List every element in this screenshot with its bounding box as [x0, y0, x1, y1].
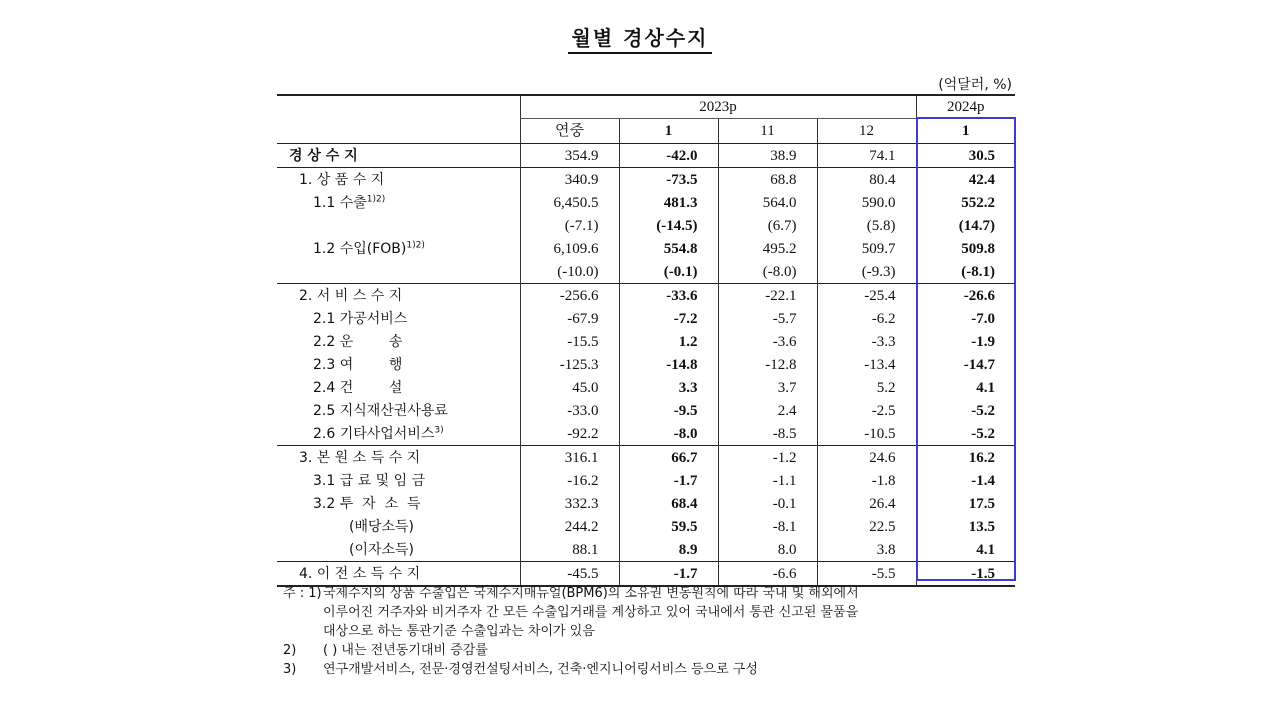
cell-value: 16.2	[916, 446, 1015, 470]
cell-value: 509.8	[916, 237, 1015, 260]
cell-value: (5.8)	[817, 214, 916, 237]
cell-value: 481.3	[619, 191, 718, 214]
cell-value: -92.2	[520, 422, 619, 446]
table-row	[277, 284, 1015, 308]
cell-value: -25.4	[817, 284, 916, 308]
cell-value: 1.2	[619, 330, 718, 353]
footnote-marker: 1)2)	[366, 193, 386, 204]
table-row	[277, 538, 1015, 562]
row-label	[277, 284, 520, 308]
cell-value: -6.6	[718, 562, 817, 587]
cell-value: (-0.1)	[619, 260, 718, 284]
row-label-text: 3.2 투 자 소 득	[313, 495, 421, 512]
cell-value: 68.4	[619, 492, 718, 515]
table-row	[277, 469, 1015, 492]
table-row	[277, 492, 1015, 515]
cell-value: 340.9	[520, 168, 619, 192]
cell-value: 552.2	[916, 191, 1015, 214]
cell-value: 509.7	[817, 237, 916, 260]
page-title	[0, 22, 1280, 51]
note-1-line-1	[283, 584, 1043, 603]
cell-value: -5.2	[916, 422, 1015, 446]
row-label	[277, 469, 520, 492]
note-3	[283, 660, 1043, 679]
cell-value: -3.3	[817, 330, 916, 353]
cell-value: -0.1	[718, 492, 817, 515]
footnote-marker: 1)2)	[406, 239, 425, 250]
cell-value: 88.1	[520, 538, 619, 562]
cell-value: -1.7	[619, 562, 718, 587]
row-label-text: 3. 본 원 소 득 수 지	[299, 449, 421, 466]
cell-value: 26.4	[817, 492, 916, 515]
cell-value: -256.6	[520, 284, 619, 308]
cell-value: 42.4	[916, 168, 1015, 192]
row-label-text: 4. 이 전 소 득 수 지	[299, 565, 421, 582]
cell-value: 3.7	[718, 376, 817, 399]
footnotes	[283, 584, 1043, 679]
note-3-text: 연구개발서비스, 전문·경영컨설팅서비스, 건축·엔지니어링서비스 등으로 구성	[323, 662, 758, 677]
row-label-text: 2.3 여 행	[313, 356, 403, 373]
table-row	[277, 168, 1015, 192]
cell-value: -14.8	[619, 353, 718, 376]
row-label-text: 1.1 수출	[313, 194, 367, 211]
cell-value: -3.6	[718, 330, 817, 353]
cell-value: (-8.1)	[916, 260, 1015, 284]
table-row	[277, 422, 1015, 446]
row-label-text: 1.2 수입(FOB)	[313, 240, 407, 257]
header-row-years	[277, 95, 1015, 119]
cell-value: -9.5	[619, 399, 718, 422]
note-prefix: 주 : 1)	[283, 586, 322, 601]
cell-value: -125.3	[520, 353, 619, 376]
cell-value: -7.2	[619, 307, 718, 330]
table-row	[277, 260, 1015, 284]
row-label-text: 2.2 운 송	[313, 333, 403, 350]
row-label-text: (배당소득)	[349, 518, 415, 535]
cell-value: 80.4	[817, 168, 916, 192]
cell-value: -12.8	[718, 353, 817, 376]
note-1-text-3: 대상으로 하는 통관기준 수출입과는 차이가 있음	[323, 624, 595, 639]
cell-value: 17.5	[916, 492, 1015, 515]
row-label-text: 경 상 수 지	[289, 147, 358, 164]
cell-value: 22.5	[817, 515, 916, 538]
cell-value: -8.5	[718, 422, 817, 446]
cell-value: -5.2	[916, 399, 1015, 422]
row-label	[277, 191, 520, 214]
col-annual: 연중	[520, 119, 619, 144]
cell-value: -33.0	[520, 399, 619, 422]
cell-value: 316.1	[520, 446, 619, 470]
cell-value: -14.7	[916, 353, 1015, 376]
table-row	[277, 399, 1015, 422]
row-label	[277, 538, 520, 562]
col-jan-2023: 1	[619, 119, 718, 144]
cell-value: -5.5	[817, 562, 916, 587]
cell-value: -2.5	[817, 399, 916, 422]
cell-value: -67.9	[520, 307, 619, 330]
row-label-text: 2.6 기타사업서비스	[313, 425, 435, 442]
cell-value: 6,109.6	[520, 237, 619, 260]
cell-value: 68.8	[718, 168, 817, 192]
note-1-text-2: 이루어진 거주자와 비거주자 간 모든 수출입거래를 계상하고 있어 국내에서 통관 신고된 물품을	[323, 605, 859, 620]
cell-value: 332.3	[520, 492, 619, 515]
cell-value: -1.2	[718, 446, 817, 470]
table-row	[277, 515, 1015, 538]
row-label-text: 2.4 건 설	[313, 379, 403, 396]
cell-value: 45.0	[520, 376, 619, 399]
header-2023p: 2023p	[520, 95, 916, 119]
col-jan-2024: 1	[916, 119, 1015, 144]
cell-value: -1.7	[619, 469, 718, 492]
row-label	[277, 307, 520, 330]
cell-value: 2.4	[718, 399, 817, 422]
table-row	[277, 562, 1015, 587]
cell-value: 5.2	[817, 376, 916, 399]
row-label-text: 1. 상 품 수 지	[299, 171, 385, 188]
cell-value: -45.5	[520, 562, 619, 587]
cell-value: 244.2	[520, 515, 619, 538]
cell-value: 24.6	[817, 446, 916, 470]
row-label	[277, 562, 520, 587]
table-row	[277, 191, 1015, 214]
cell-value: -42.0	[619, 144, 718, 168]
cell-value: (-10.0)	[520, 260, 619, 284]
cell-value: 13.5	[916, 515, 1015, 538]
header-empty	[277, 95, 520, 119]
cell-value: 4.1	[916, 538, 1015, 562]
cell-value: (-14.5)	[619, 214, 718, 237]
cell-value: -5.7	[718, 307, 817, 330]
row-label	[277, 144, 520, 168]
table-row	[277, 446, 1015, 470]
row-label	[277, 237, 520, 260]
col-dec-2023: 12	[817, 119, 916, 144]
cell-value: 74.1	[817, 144, 916, 168]
cell-value: 564.0	[718, 191, 817, 214]
table-row	[277, 330, 1015, 353]
cell-value: 354.9	[520, 144, 619, 168]
col-nov-2023: 11	[718, 119, 817, 144]
header-row-months	[277, 119, 1015, 144]
row-label	[277, 376, 520, 399]
cell-value: -1.1	[718, 469, 817, 492]
cell-value: (14.7)	[916, 214, 1015, 237]
row-label	[277, 353, 520, 376]
cell-value: -16.2	[520, 469, 619, 492]
footnote-marker: 3)	[434, 424, 444, 435]
cell-value: -15.5	[520, 330, 619, 353]
current-account-table	[277, 94, 1015, 587]
cell-value: 38.9	[718, 144, 817, 168]
cell-value: -8.0	[619, 422, 718, 446]
cell-value: 4.1	[916, 376, 1015, 399]
table-row	[277, 237, 1015, 260]
cell-value: -22.1	[718, 284, 817, 308]
cell-value: 30.5	[916, 144, 1015, 168]
cell-value: -26.6	[916, 284, 1015, 308]
cell-value: 3.3	[619, 376, 718, 399]
row-label	[277, 446, 520, 470]
page-title-text: 월별 경상수지	[568, 26, 713, 54]
cell-value: -1.4	[916, 469, 1015, 492]
cell-value: -8.1	[718, 515, 817, 538]
table-row	[277, 144, 1015, 168]
row-label-text: 2. 서 비 스 수 지	[299, 287, 403, 304]
cell-value: 59.5	[619, 515, 718, 538]
row-label-text: (이자소득)	[349, 541, 415, 558]
note-2	[283, 641, 1043, 660]
cell-value: -13.4	[817, 353, 916, 376]
unit-label: (억달러, %)	[938, 77, 1012, 93]
header-empty-2	[277, 119, 520, 144]
row-label	[277, 492, 520, 515]
row-label	[277, 399, 520, 422]
table-row	[277, 353, 1015, 376]
cell-value: 6,450.5	[520, 191, 619, 214]
row-label-text: 3.1 급 료 및 임 금	[313, 472, 426, 489]
note-1-line-2	[283, 603, 1043, 622]
table-row	[277, 307, 1015, 330]
cell-value: -1.8	[817, 469, 916, 492]
cell-value: 66.7	[619, 446, 718, 470]
row-label	[277, 515, 520, 538]
header-2024p: 2024p	[916, 95, 1015, 119]
cell-value: 590.0	[817, 191, 916, 214]
note-1-line-3	[283, 622, 1043, 641]
row-label	[277, 168, 520, 192]
cell-value: 8.0	[718, 538, 817, 562]
note-3-prefix: 3)	[283, 662, 297, 677]
cell-value: 554.8	[619, 237, 718, 260]
row-label	[277, 260, 520, 284]
cell-value: 8.9	[619, 538, 718, 562]
cell-value: (-8.0)	[718, 260, 817, 284]
cell-value: 3.8	[817, 538, 916, 562]
cell-value: -33.6	[619, 284, 718, 308]
table-row	[277, 214, 1015, 237]
row-label-text: 2.5 지식재산권사용료	[313, 402, 448, 419]
cell-value: (6.7)	[718, 214, 817, 237]
row-label	[277, 330, 520, 353]
cell-value: -6.2	[817, 307, 916, 330]
note-2-prefix: 2)	[283, 643, 297, 658]
note-2-text: ( ) 내는 전년동기대비 증감률	[323, 643, 488, 658]
cell-value: -1.9	[916, 330, 1015, 353]
note-1-text-1: 국제수지의 상품 수출입은 국제수지매뉴얼(BPM6)의 소유권 변동원칙에 따라 국내 및 해외에서	[323, 586, 859, 601]
cell-value: -1.5	[916, 562, 1015, 587]
row-label	[277, 214, 520, 237]
cell-value: 495.2	[718, 237, 817, 260]
cell-value: -10.5	[817, 422, 916, 446]
cell-value: -7.0	[916, 307, 1015, 330]
cell-value: (-9.3)	[817, 260, 916, 284]
row-label	[277, 422, 520, 446]
table-row	[277, 376, 1015, 399]
cell-value: (-7.1)	[520, 214, 619, 237]
cell-value: -73.5	[619, 168, 718, 192]
row-label-text: 2.1 가공서비스	[313, 310, 408, 327]
